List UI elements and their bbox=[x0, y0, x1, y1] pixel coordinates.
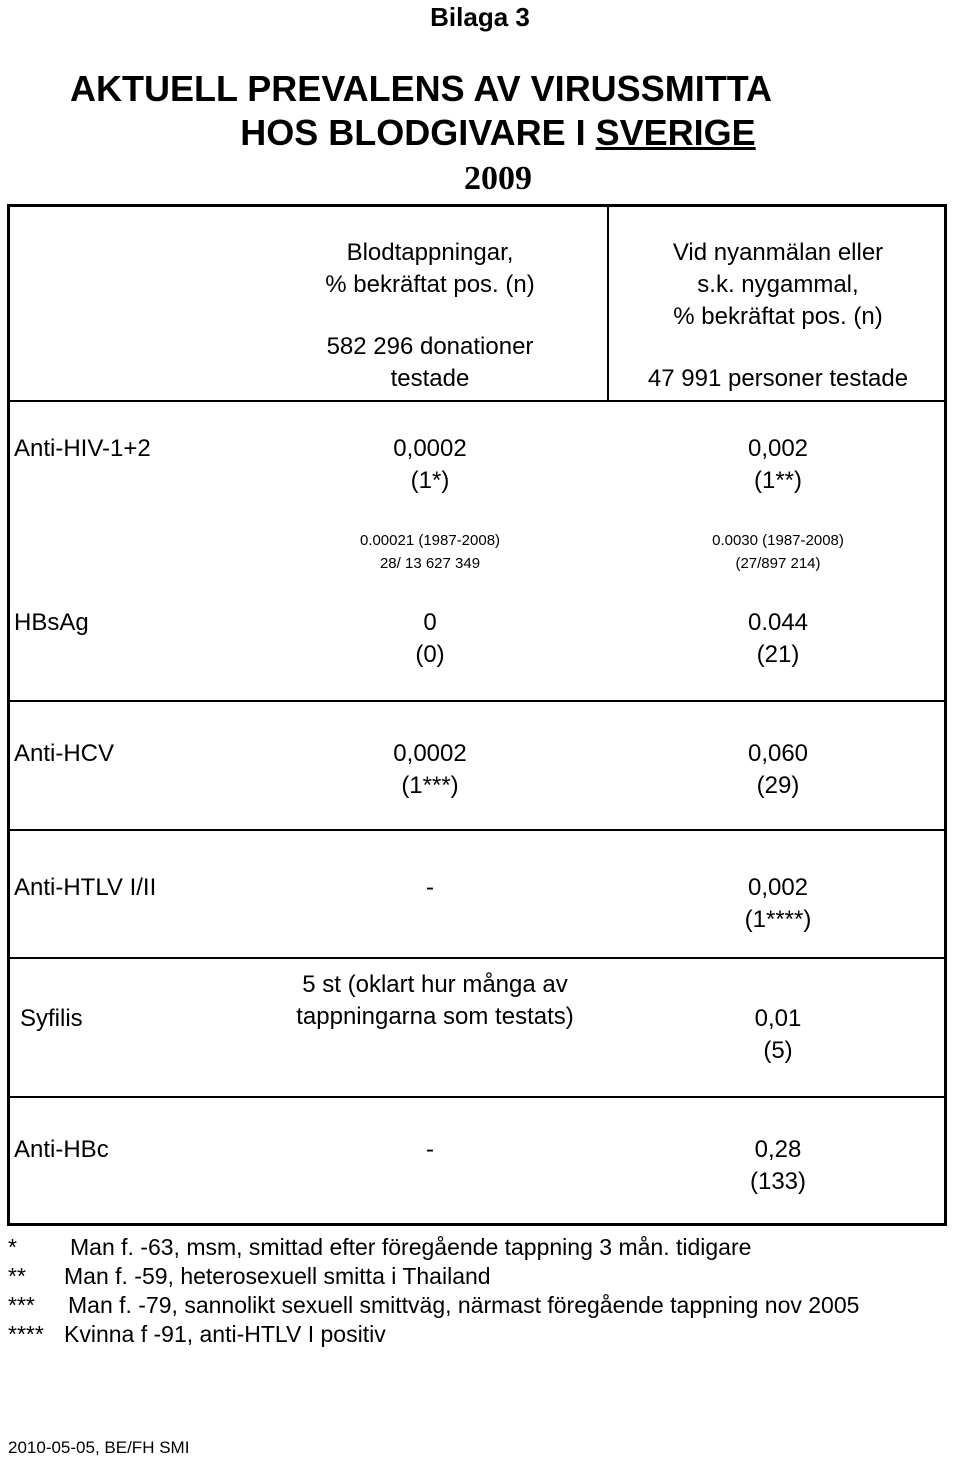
value-line: (0) bbox=[415, 641, 445, 668]
footnote-marker: **** bbox=[8, 1321, 44, 1347]
value-line: (21) bbox=[756, 641, 800, 668]
footnote-text: Man f. -59, heterosexuell smitta i Thailand bbox=[64, 1263, 491, 1289]
col-header-donations bbox=[245, 237, 615, 395]
row-divider bbox=[10, 1096, 944, 1098]
value-line: tappningarna som testats) bbox=[296, 1003, 574, 1030]
value-line: 0 bbox=[423, 609, 437, 636]
title-country: SVERIGE bbox=[595, 112, 756, 153]
footnote-text: Man f. -79, sannolikt sexuell smittväg, närmast föregående tappning nov 2005 bbox=[68, 1292, 860, 1318]
document-footer: 2010-05-05, BE/FH SMI bbox=[8, 1438, 190, 1457]
value-line: 0.044 bbox=[747, 609, 809, 636]
col1-header-line: testade bbox=[390, 365, 470, 392]
footnote-text: Man f. -63, msm, smittad efter föregående tappning 3 mån. tidigare bbox=[70, 1234, 752, 1260]
report-year: 2009 bbox=[464, 160, 532, 197]
footnote bbox=[8, 1233, 859, 1262]
footnote-marker: *** bbox=[8, 1292, 35, 1318]
anti-hiv-new-donors-value bbox=[608, 433, 948, 497]
spacer bbox=[608, 333, 948, 363]
row-label-anti-hiv: Anti-HIV-1+2 bbox=[14, 435, 151, 462]
spacer bbox=[245, 301, 615, 331]
value-line: (1***) bbox=[401, 772, 459, 799]
value-line: 0.00021 (1987-2008) bbox=[359, 532, 501, 549]
value-line: 0,060 bbox=[747, 740, 809, 767]
value-line: 0,0002 bbox=[393, 740, 467, 767]
value-line: 0,002 bbox=[747, 874, 809, 901]
col1-header-line: Blodtappningar, bbox=[346, 239, 514, 266]
value-line: (29) bbox=[756, 772, 800, 799]
anti-hcv-donations-value bbox=[245, 738, 615, 802]
col1-header-line: 582 296 donationer bbox=[326, 333, 534, 360]
value-line: 5 st (oklart hur många av bbox=[302, 971, 568, 998]
anti-hbc-new-donors-value bbox=[608, 1134, 948, 1198]
anti-hiv-donations-historic bbox=[245, 529, 615, 575]
value-line: (1*) bbox=[410, 467, 450, 494]
row-label-anti-hbc: Anti-HBc bbox=[14, 1136, 109, 1163]
row-label-hbsag: HBsAg bbox=[14, 609, 89, 636]
hbsag-new-donors-value bbox=[608, 607, 948, 671]
col1-header-line: % bekräftat pos. (n) bbox=[325, 271, 535, 298]
page-title-line2 bbox=[0, 112, 960, 154]
value-line: 0.0030 (1987-2008) bbox=[712, 532, 844, 549]
footnote bbox=[8, 1291, 859, 1320]
prevalence-table bbox=[7, 204, 947, 1226]
anti-hbc-donations-value bbox=[245, 1134, 615, 1166]
value-line: (133) bbox=[749, 1168, 807, 1195]
col-header-new-donors bbox=[608, 237, 948, 395]
footnote-marker: ** bbox=[8, 1263, 26, 1289]
syfilis-donations-value bbox=[250, 969, 620, 1033]
row-divider bbox=[10, 700, 944, 702]
row-divider bbox=[10, 957, 944, 959]
title-prefix: HOS BLODGIVARE I bbox=[240, 112, 596, 153]
value-line: - bbox=[426, 874, 434, 901]
value-line: 0,002 bbox=[747, 435, 809, 462]
anti-htlv-donations-value bbox=[245, 872, 615, 904]
anti-hiv-donations-value bbox=[245, 433, 615, 497]
value-line: (27/897 214) bbox=[735, 555, 821, 572]
footnote-marker: * bbox=[8, 1234, 17, 1260]
syfilis-new-donors-value bbox=[608, 1003, 948, 1067]
value-line: (5) bbox=[763, 1037, 793, 1064]
footnotes bbox=[8, 1233, 859, 1349]
row-divider bbox=[10, 829, 944, 831]
value-line: 0,28 bbox=[754, 1136, 802, 1163]
value-line: (1****) bbox=[744, 906, 812, 933]
footnote bbox=[8, 1262, 859, 1291]
col2-header-line: s.k. nygammal, bbox=[697, 271, 859, 298]
page-title-line1: AKTUELL PREVALENS AV VIRUSSMITTA bbox=[69, 68, 773, 109]
value-line: - bbox=[426, 1136, 434, 1163]
value-line: 28/ 13 627 349 bbox=[379, 555, 481, 572]
col2-header-line: % bekräftat pos. (n) bbox=[673, 303, 883, 330]
col2-header-line: 47 991 personer testade bbox=[647, 365, 909, 392]
row-label-anti-htlv: Anti-HTLV I/II bbox=[14, 874, 157, 901]
value-line: (1**) bbox=[753, 467, 802, 494]
value-line: 0,0002 bbox=[393, 435, 467, 462]
row-label-syfilis: Syfilis bbox=[20, 1005, 83, 1032]
anti-hiv-new-donors-historic bbox=[608, 529, 948, 575]
header-divider bbox=[10, 400, 944, 402]
appendix-label: Bilaga 3 bbox=[430, 2, 530, 32]
hbsag-donations-value bbox=[245, 607, 615, 671]
col2-header-line: Vid nyanmälan eller bbox=[672, 239, 884, 266]
anti-htlv-new-donors-value bbox=[608, 872, 948, 936]
anti-hcv-new-donors-value bbox=[608, 738, 948, 802]
value-line: 0,01 bbox=[754, 1005, 802, 1032]
row-label-anti-hcv: Anti-HCV bbox=[14, 740, 115, 767]
footnote bbox=[8, 1320, 859, 1349]
footnote-text: Kvinna f -91, anti-HTLV I positiv bbox=[64, 1321, 386, 1347]
